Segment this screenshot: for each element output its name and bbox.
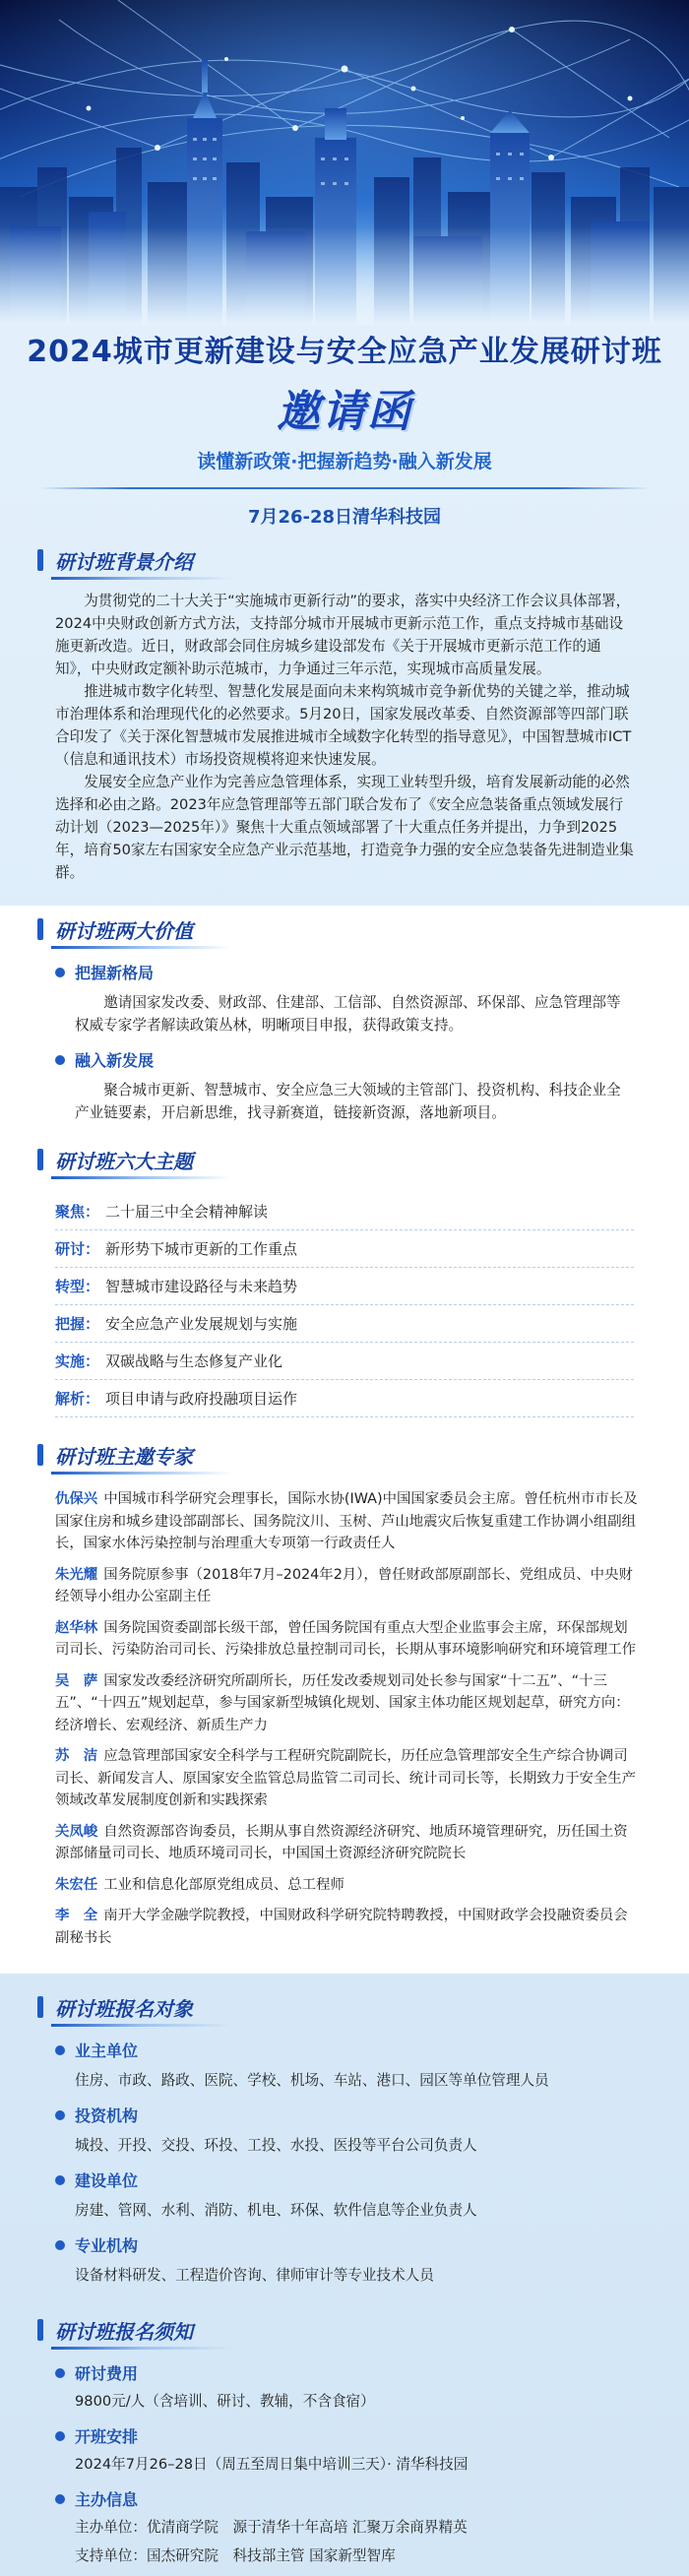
expert-list	[55, 1488, 638, 1949]
section-heading	[37, 1993, 203, 2027]
expert-name: 吴 萨	[55, 1672, 98, 1689]
expert-item	[55, 1564, 638, 1608]
expert-bio: 国务院原参事（2018年7月–2024年2月），曾任财政部原副部长、党组成员、中央财经领导小组办公室副主任	[55, 1566, 633, 1604]
expert-item	[55, 1745, 638, 1812]
bullet-dot-icon	[55, 2368, 65, 2378]
fee-title: 研讨费用	[75, 2364, 139, 2383]
bullet-dot-icon	[55, 1055, 65, 1065]
event-title: 2024城市更新建设与安全应急产业发展研讨班	[27, 335, 662, 369]
city-skyline-graphic	[0, 0, 689, 325]
target-text: 城投、开投、交投、环投、工投、水投、医投等平台公司负责人	[75, 2137, 477, 2154]
expert-item	[55, 1488, 638, 1555]
fee-text: 9800元/人（含培训、研讨、教辅，不含食宿）	[75, 2393, 375, 2410]
hero-cityscape	[0, 0, 689, 325]
heading-bar-icon	[37, 918, 43, 940]
heading-bar-icon	[37, 1149, 43, 1170]
expert-bio: 中国城市科学研究会理事长，国际水协(IWA)中国国家委员会主席。曾任杭州市市长及国家住房和城乡建设部副部长、国务院汶川、玉树、芦山地震灾后恢复重建工作协调小组副组长，国家水体污染控制与治理重大专项第一行政责任人	[55, 1491, 638, 1551]
heading-underline	[51, 577, 232, 580]
expert-bio: 自然资源部咨询委员，长期从事自然资源经济研究、地质环境管理研究，历任国土资源部储量司司长、地质环境司司长，中国国土资源经济研究院院长	[55, 1823, 628, 1861]
expert-bio: 南开大学金融学院教授，中国财政科学研究院特聘教授，中国财政学会投融资委员会副秘书长	[55, 1908, 628, 1946]
heading-underline	[51, 2024, 232, 2027]
target-heading	[55, 2233, 689, 2256]
target-text: 房建、管网、水利、消防、机电、环保、软件信息等企业负责人	[75, 2202, 477, 2219]
value-title: 把握新格局	[75, 964, 155, 982]
section-targets	[0, 1993, 689, 2294]
topic-item	[55, 1305, 634, 1343]
section-title: 研讨班报名对象	[55, 1997, 193, 2021]
bullet-dot-icon	[55, 2494, 65, 2504]
target-heading	[55, 2039, 689, 2061]
heading-bar-icon	[37, 2319, 43, 2341]
expert-name: 赵华林	[55, 1619, 98, 1636]
topic-text: 智慧城市建设路径与未来趋势	[105, 1278, 298, 1295]
value-text: 邀请国家发改委、财政部、住建部、工信部、自然资源部、环保部、应急管理部等权威专家学者解读政策丛林，明晰项目申报，获得政策支持。	[75, 994, 621, 1034]
bullet-dot-icon	[55, 968, 65, 977]
background-text	[0, 590, 689, 884]
topic-item	[55, 1380, 634, 1417]
heading-underline	[51, 1472, 232, 1475]
topic-key: 研讨：	[55, 1240, 100, 1258]
section-notice	[0, 2316, 689, 2575]
section-heading	[37, 1441, 203, 1475]
target-text: 设备材料研发、工程造价咨询、律师审计等专业技术人员	[75, 2267, 434, 2284]
target-text: 住房、市政、路政、医院、学校、机场、车站、港口、园区等单位管理人员	[75, 2072, 549, 2089]
topic-key: 实施：	[55, 1352, 100, 1370]
schedule-title: 开班安排	[75, 2427, 139, 2446]
bullet-dot-icon	[55, 2110, 65, 2120]
event-date-location: 7月26-28日清华科技园	[247, 507, 442, 528]
heading-bar-icon	[37, 1444, 43, 1466]
expert-name: 朱宏任	[55, 1876, 98, 1893]
topic-text: 安全应急产业发展规划与实施	[105, 1315, 298, 1333]
expert-item	[55, 1617, 638, 1662]
expert-name: 李 全	[55, 1908, 98, 1923]
topic-key: 解析：	[55, 1390, 100, 1408]
organizer-heading	[55, 2487, 689, 2510]
heading-bar-icon	[37, 549, 43, 571]
heading-bar-icon	[37, 1996, 43, 2018]
target-title: 专业机构	[75, 2236, 139, 2255]
schedule-heading	[55, 2424, 689, 2447]
target-heading	[55, 2104, 689, 2126]
target-title: 投资机构	[75, 2106, 139, 2125]
section-values	[0, 906, 689, 1974]
supporter-line: 支持单位：国杰研究院 科技部主管 国家新型智库	[75, 2547, 396, 2564]
heading-underline	[51, 946, 232, 949]
expert-item	[55, 1670, 638, 1737]
topic-item	[55, 1193, 634, 1230]
background-paragraph: 为贯彻党的二十大关于“实施城市更新行动”的要求，落实中央经济工作会议具体部署，2024中央财政创新方式方法，支持部分城市开展城市更新示范工作，重点支持城市基础设施更新改造。近日，财政部会同住房城乡建设部发布《关于开展城市更新示范工作的通知》，中央财政定额补助示范城市，力争通过三年示范，实现城市高质量发展。	[55, 593, 631, 677]
section-title: 研讨班报名须知	[55, 2320, 193, 2344]
section-heading	[37, 915, 203, 949]
expert-bio: 国务院国资委副部长级干部，曾任国务院国有重点大型企业监事会主席，环保部规划司司长、污染防治司司长、污染排放总量控制司司长，长期从事环境影响研究和环境管理工作	[55, 1619, 637, 1658]
value-text: 聚合城市更新、智慧城市、安全应急三大领域的主管部门、投资机构、科技企业全产业链要素，开启新思维，找寻新赛道，链接新资源，落地新项目。	[75, 1082, 621, 1121]
section-heading	[37, 546, 203, 580]
topic-key: 把握：	[55, 1315, 100, 1333]
target-heading	[55, 2168, 689, 2191]
bullet-dot-icon	[55, 2240, 65, 2250]
background-paragraph: 发展安全应急产业作为完善应急管理体系，实现工业转型升级，培育发展新动能的必然选择和必由之路。2023年应急管理部等五部门联合发布了《安全应急装备重点领域发展行动计划（2023—2025年）》聚焦十大重点领域部署了十大重点任务并提出，力争到2025年，培育50家左右国家安全应急产业示范基地，打造竞争力强的安全应急装备先进制造业集群。	[55, 774, 634, 881]
section-title: 研讨班六大主题	[55, 1150, 193, 1173]
topic-list	[55, 1193, 634, 1417]
section-heading	[37, 2316, 203, 2350]
section-title: 研讨班背景介绍	[55, 550, 193, 574]
expert-name: 朱光耀	[55, 1566, 98, 1583]
expert-bio: 应急管理部国家安全科学与工程研究院副院长，历任应急管理部安全生产综合协调司司长、新闻发言人、原国家安全监管总局监管二司司长、统计司司长等，长期致力于安全生产领域改革发展制度创新和实践探索	[55, 1748, 637, 1808]
value-item-heading	[55, 1048, 689, 1071]
expert-name: 仇保兴	[55, 1491, 98, 1507]
section-background	[0, 546, 689, 892]
target-title: 建设单位	[75, 2171, 139, 2190]
expert-item	[55, 1874, 638, 1897]
background-paragraph: 推进城市数字化转型、智慧化发展是面向未来构筑城市竞争新优势的关键之举，推动城市治理体系和治理现代化的必然要求。5月20日，国家发展改革委、自然资源部等四部门联合印发了《关于深化智慧城市发展推进城市全域数字化转型的指导意见》，中国智慧城市ICT（信息和通讯技术）市场投资规模将迎来快速发展。	[55, 683, 632, 768]
bullet-dot-icon	[55, 2175, 65, 2185]
bullet-dot-icon	[55, 2431, 65, 2441]
heading-underline	[51, 1176, 232, 1179]
topic-text: 二十届三中全会精神解读	[105, 1203, 269, 1221]
topic-item	[55, 1343, 634, 1380]
fee-heading	[55, 2361, 689, 2384]
value-item-heading	[55, 961, 689, 983]
expert-item	[55, 1821, 638, 1865]
topic-key: 聚焦：	[55, 1203, 100, 1221]
title-divider	[39, 487, 650, 489]
section-heading	[37, 1146, 203, 1179]
event-slogan: 读懂新政策·把握新趋势·融入新发展	[197, 451, 492, 472]
invitation-heading: 邀请函	[277, 387, 412, 437]
schedule-text: 2024年7月26–28日（周五至周日集中培训三天）· 清华科技园	[75, 2456, 469, 2473]
section-title: 研讨班两大价值	[55, 919, 193, 943]
expert-bio: 工业和信息化部原党组成员、总工程师	[103, 1876, 344, 1893]
topic-text: 双碳战略与生态修复产业化	[105, 1352, 283, 1370]
expert-bio: 国家发改委经济研究所副所长，历任发改委规划司处长参与国家“十二五”、“十三五”、“十四五”规划起草，参与国家新型城镇化规划、国家主体功能区规划起草，研究方向：经济增长、宏观经济、新质生产力	[55, 1672, 630, 1733]
expert-name: 苏 洁	[55, 1748, 98, 1764]
section-title: 研讨班主邀专家	[55, 1445, 193, 1469]
expert-item	[55, 1905, 638, 1949]
value-title: 融入新发展	[75, 1051, 155, 1070]
organizer-line: 主办单位：优清商学院 源于清华十年高培 汇聚万余商界精英	[75, 2519, 468, 2536]
bullet-dot-icon	[55, 2045, 65, 2055]
topic-text: 新形势下城市更新的工作重点	[105, 1240, 298, 1258]
topic-text: 项目申请与政府投融项目运作	[105, 1390, 298, 1408]
topic-item	[55, 1230, 634, 1268]
heading-underline	[51, 2347, 232, 2350]
topic-key: 转型：	[55, 1278, 100, 1295]
expert-name: 关凤峻	[55, 1823, 98, 1840]
organizer-title: 主办信息	[75, 2490, 139, 2509]
target-title: 业主单位	[75, 2042, 139, 2060]
title-block	[0, 327, 689, 529]
topic-item	[55, 1268, 634, 1305]
